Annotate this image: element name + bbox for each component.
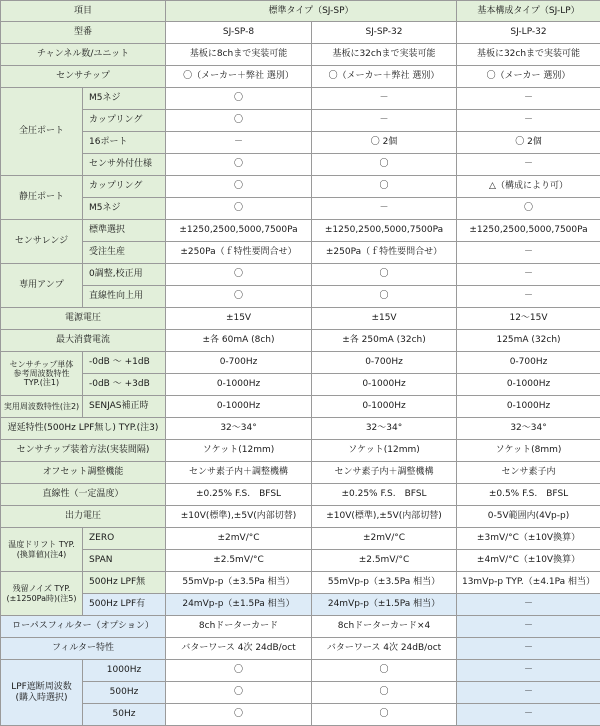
- row-mount: [1, 440, 600, 462]
- label-full-port: 全圧ポート: [1, 88, 83, 176]
- cell-lowpass-3: －: [457, 616, 600, 638]
- header-sp-group: 標準タイプ（SJ-SP）: [166, 1, 457, 22]
- cell-delay-2: 32～34°: [312, 418, 457, 440]
- row-practical: [1, 396, 600, 418]
- label-cutoff-1000: 1000Hz: [83, 660, 166, 682]
- cell-drift-span-2: ±2.5mV/°C: [312, 550, 457, 572]
- cell-static-port-coupling-1: 〇: [166, 176, 312, 198]
- cell-offset-1: センサ素子内＋調整機構: [166, 462, 312, 484]
- row-full-port-m5: [1, 88, 600, 110]
- cell-mount-1: ソケット(12mm): [166, 440, 312, 462]
- row-freq-3db: [1, 374, 600, 396]
- row-sensor-chip: [1, 66, 600, 88]
- label-noise-off: 500Hz LPF無: [83, 572, 166, 594]
- label-model: 型番: [1, 22, 166, 44]
- cell-full-port-m5-1: 〇: [166, 88, 312, 110]
- label-range-order: 受注生産: [83, 242, 166, 264]
- label-drift-note: (注4): [47, 550, 66, 559]
- label-freq-1db: -0dB ～ +1dB: [83, 352, 166, 374]
- cell-drift-zero-3: ±3mV/°C（±10V換算）: [457, 528, 600, 550]
- cell-static-port-m5-3: 〇: [457, 198, 600, 220]
- cell-offset-2: センサ素子内＋調整機構: [312, 462, 457, 484]
- row-power: [1, 308, 600, 330]
- cell-full-port-coupling-2: －: [312, 110, 457, 132]
- row-lowpass: [1, 616, 600, 638]
- label-filter: フィルター特性: [1, 638, 166, 660]
- cell-range-order-3: －: [457, 242, 600, 264]
- cell-freq-3db-2: 0-1000Hz: [312, 374, 457, 396]
- label-noise-sub: (±1250Pa時): [6, 594, 57, 603]
- cell-cutoff-500-3: －: [457, 682, 600, 704]
- cell-freq-1db-3: 0-700Hz: [457, 352, 600, 374]
- cell-channels-1: 基板に8chまで実装可能: [166, 44, 312, 66]
- label-practical-text: 実用周波数特性: [4, 402, 60, 411]
- row-model: [1, 22, 600, 44]
- cell-noise-on-2: 24mVp-p（±1.5Pa 相当）: [312, 594, 457, 616]
- cell-model-3: SJ-LP-32: [457, 22, 600, 44]
- cell-freq-1db-1: 0-700Hz: [166, 352, 312, 374]
- label-freq: [1, 352, 83, 396]
- cell-static-port-coupling-3: △（構成により可）: [457, 176, 600, 198]
- label-amp-linear: 直線性向上用: [83, 286, 166, 308]
- cell-freq-3db-3: 0-1000Hz: [457, 374, 600, 396]
- cell-cutoff-1000-3: －: [457, 660, 600, 682]
- label-freq-line3: [3, 378, 80, 387]
- cell-current-3: 125mA (32ch): [457, 330, 600, 352]
- label-full-port-16: 16ポート: [83, 132, 166, 154]
- label-delay-note: (注3): [137, 423, 159, 433]
- label-lowpass: ローパスフィルター（オプション）: [1, 616, 166, 638]
- header-lp-group: 基本構成タイプ（SJ-LP）: [457, 1, 600, 22]
- row-current: [1, 330, 600, 352]
- cell-linearity-1: ±0.25% F.S. BFSL: [166, 484, 312, 506]
- label-practical: [1, 396, 83, 418]
- cell-noise-off-2: 55mVp-p（±3.5Pa 相当）: [312, 572, 457, 594]
- cell-full-port-ext-2: 〇: [312, 154, 457, 176]
- cell-full-port-m5-2: －: [312, 88, 457, 110]
- cell-mount-2: ソケット(12mm): [312, 440, 457, 462]
- cell-full-port-16-1: －: [166, 132, 312, 154]
- row-range-standard: [1, 220, 600, 242]
- label-freq-note: (注1): [40, 378, 59, 387]
- label-offset: オフセット調整機能: [1, 462, 166, 484]
- label-noise-on: 500Hz LPF有: [83, 594, 166, 616]
- label-cutoff-500: 500Hz: [83, 682, 166, 704]
- label-noise-note: (注5): [57, 594, 76, 603]
- cell-sensor-chip-1: 〇（メーカー＋弊社 選別）: [166, 66, 312, 88]
- cell-noise-on-1: 24mVp-p（±1.5Pa 相当）: [166, 594, 312, 616]
- cell-sensor-chip-3: 〇（メーカー 選別）: [457, 66, 600, 88]
- cell-full-port-ext-3: －: [457, 154, 600, 176]
- cell-offset-3: センサ素子内: [457, 462, 600, 484]
- header-row: [1, 1, 600, 22]
- row-range-order: [1, 242, 600, 264]
- label-cutoff-line2: (購入時選択): [3, 693, 80, 703]
- cell-current-1: ±各 60mA (8ch): [166, 330, 312, 352]
- row-amp-zero: [1, 264, 600, 286]
- label-practical-note: (注2): [60, 402, 79, 411]
- row-noise-off: [1, 572, 600, 594]
- cell-model-1: SJ-SP-8: [166, 22, 312, 44]
- cell-linearity-3: ±0.5% F.S. BFSL: [457, 484, 600, 506]
- row-amp-linear: [1, 286, 600, 308]
- cell-power-3: 12～15V: [457, 308, 600, 330]
- cell-practical-1: 0-1000Hz: [166, 396, 312, 418]
- cell-range-order-2: ±250Pa（ｆ特性要問合せ）: [312, 242, 457, 264]
- cell-amp-linear-3: －: [457, 286, 600, 308]
- cell-freq-3db-1: 0-1000Hz: [166, 374, 312, 396]
- cell-range-standard-2: ±1250,2500,5000,7500Pa: [312, 220, 457, 242]
- label-linearity: 直線性（一定温度）: [1, 484, 166, 506]
- cell-noise-on-3: －: [457, 594, 600, 616]
- label-delay-text: 遅延特性(500Hz LPF無し) TYP.: [8, 423, 137, 433]
- cell-delay-1: 32～34°: [166, 418, 312, 440]
- row-drift-zero: [1, 528, 600, 550]
- label-noise-line2: [3, 594, 80, 603]
- label-cutoff: [1, 660, 83, 726]
- cell-cutoff-50-3: －: [457, 704, 600, 726]
- row-static-port-m5: [1, 198, 600, 220]
- row-drift-span: [1, 550, 600, 572]
- label-noise: [1, 572, 83, 616]
- label-amp-zero: 0調整,校正用: [83, 264, 166, 286]
- row-linearity: [1, 484, 600, 506]
- row-full-port-ext: [1, 154, 600, 176]
- label-full-port-m5: M5ネジ: [83, 88, 166, 110]
- cell-full-port-coupling-3: －: [457, 110, 600, 132]
- row-output: [1, 506, 600, 528]
- label-freq-3db: -0dB ～ +3dB: [83, 374, 166, 396]
- cell-amp-linear-1: 〇: [166, 286, 312, 308]
- cell-drift-span-3: ±4mV/°C（±10V換算）: [457, 550, 600, 572]
- cell-full-port-coupling-1: 〇: [166, 110, 312, 132]
- cell-filter-3: －: [457, 638, 600, 660]
- cell-channels-3: 基板に32chまで実装可能: [457, 44, 600, 66]
- row-cutoff-50: [1, 704, 600, 726]
- row-filter: [1, 638, 600, 660]
- cell-practical-3: 0-1000Hz: [457, 396, 600, 418]
- cell-lowpass-1: 8chドーターカード: [166, 616, 312, 638]
- row-delay: [1, 418, 600, 440]
- label-full-port-coupling: カップリング: [83, 110, 166, 132]
- row-freq-1db: [1, 352, 600, 374]
- label-static-port-m5: M5ネジ: [83, 198, 166, 220]
- cell-power-2: ±15V: [312, 308, 457, 330]
- cell-filter-2: バターワース 4次 24dB/oct: [312, 638, 457, 660]
- row-offset: [1, 462, 600, 484]
- row-full-port-16: [1, 132, 600, 154]
- label-power: 電源電圧: [1, 308, 166, 330]
- cell-output-2: ±10V(標準),±5V(内部切替): [312, 506, 457, 528]
- cell-mount-3: ソケット(8mm): [457, 440, 600, 462]
- label-range-standard: 標準選択: [83, 220, 166, 242]
- label-freq-line1: センサチップ単体: [3, 360, 80, 369]
- cell-drift-span-1: ±2.5mV/°C: [166, 550, 312, 572]
- cell-power-1: ±15V: [166, 308, 312, 330]
- label-freq-typ: TYP.: [24, 378, 40, 387]
- cell-range-standard-3: ±1250,2500,5000,7500Pa: [457, 220, 600, 242]
- cell-practical-2: 0-1000Hz: [312, 396, 457, 418]
- row-cutoff-1000: [1, 660, 600, 682]
- label-cutoff-50: 50Hz: [83, 704, 166, 726]
- cell-channels-2: 基板に32chまで実装可能: [312, 44, 457, 66]
- row-cutoff-500: [1, 682, 600, 704]
- label-drift: [1, 528, 83, 572]
- label-drift-span: SPAN: [83, 550, 166, 572]
- header-item: 項目: [1, 1, 166, 22]
- cell-freq-1db-2: 0-700Hz: [312, 352, 457, 374]
- cell-filter-1: バターワース 4次 24dB/oct: [166, 638, 312, 660]
- cell-model-2: SJ-SP-32: [312, 22, 457, 44]
- cell-cutoff-500-1: 〇: [166, 682, 312, 704]
- cell-cutoff-1000-1: 〇: [166, 660, 312, 682]
- label-static-port: 静圧ポート: [1, 176, 83, 220]
- label-cutoff-line1: LPF遮断周波数: [3, 682, 80, 692]
- cell-noise-off-3: 13mVp-p TYP.（±4.1Pa 相当）: [457, 572, 600, 594]
- cell-cutoff-500-2: 〇: [312, 682, 457, 704]
- cell-drift-zero-2: ±2mV/°C: [312, 528, 457, 550]
- label-freq-line2: 参考周波数特性: [3, 369, 80, 378]
- cell-amp-zero-1: 〇: [166, 264, 312, 286]
- row-channels: [1, 44, 600, 66]
- cell-cutoff-50-2: 〇: [312, 704, 457, 726]
- label-drift-line1: 温度ドリフト TYP.: [3, 540, 80, 549]
- cell-static-port-coupling-2: 〇: [312, 176, 457, 198]
- label-delay: [1, 418, 166, 440]
- row-noise-on: [1, 594, 600, 616]
- cell-lowpass-2: 8chドーターカード×4: [312, 616, 457, 638]
- label-static-port-coupling: カップリング: [83, 176, 166, 198]
- cell-static-port-m5-2: －: [312, 198, 457, 220]
- label-drift-sub: (換算値): [17, 550, 47, 559]
- cell-drift-zero-1: ±2mV/°C: [166, 528, 312, 550]
- label-full-port-ext: センサ外付仕様: [83, 154, 166, 176]
- cell-cutoff-1000-2: 〇: [312, 660, 457, 682]
- row-full-port-coupling: [1, 110, 600, 132]
- label-output: 出力電圧: [1, 506, 166, 528]
- label-practical-sub: SENJAS補正時: [83, 396, 166, 418]
- label-noise-line1: 残留ノイズ TYP.: [3, 584, 80, 593]
- label-current: 最大消費電流: [1, 330, 166, 352]
- cell-linearity-2: ±0.25% F.S. BFSL: [312, 484, 457, 506]
- cell-range-order-1: ±250Pa（ｆ特性要問合せ）: [166, 242, 312, 264]
- label-mount: センサチップ装着方法(実装間隔): [1, 440, 166, 462]
- label-amp: 専用アンプ: [1, 264, 83, 308]
- cell-noise-off-1: 55mVp-p（±3.5Pa 相当）: [166, 572, 312, 594]
- row-static-port-coupling: [1, 176, 600, 198]
- cell-current-2: ±各 250mA (32ch): [312, 330, 457, 352]
- cell-amp-linear-2: 〇: [312, 286, 457, 308]
- cell-full-port-16-3: 〇 2個: [457, 132, 600, 154]
- label-drift-line2: [3, 550, 80, 559]
- cell-full-port-16-2: 〇 2個: [312, 132, 457, 154]
- cell-delay-3: 32～34°: [457, 418, 600, 440]
- label-channels: チャンネル数/ユニット: [1, 44, 166, 66]
- label-drift-zero: ZERO: [83, 528, 166, 550]
- cell-amp-zero-3: －: [457, 264, 600, 286]
- cell-static-port-m5-1: 〇: [166, 198, 312, 220]
- label-sensor-chip: センサチップ: [1, 66, 166, 88]
- cell-range-standard-1: ±1250,2500,5000,7500Pa: [166, 220, 312, 242]
- cell-full-port-m5-3: －: [457, 88, 600, 110]
- cell-cutoff-50-1: 〇: [166, 704, 312, 726]
- label-range: センサレンジ: [1, 220, 83, 264]
- cell-amp-zero-2: 〇: [312, 264, 457, 286]
- cell-output-3: 0-5V範囲内(4Vp-p): [457, 506, 600, 528]
- cell-output-1: ±10V(標準),±5V(内部切替): [166, 506, 312, 528]
- cell-full-port-ext-1: 〇: [166, 154, 312, 176]
- cell-sensor-chip-2: 〇（メーカー＋弊社 選別）: [312, 66, 457, 88]
